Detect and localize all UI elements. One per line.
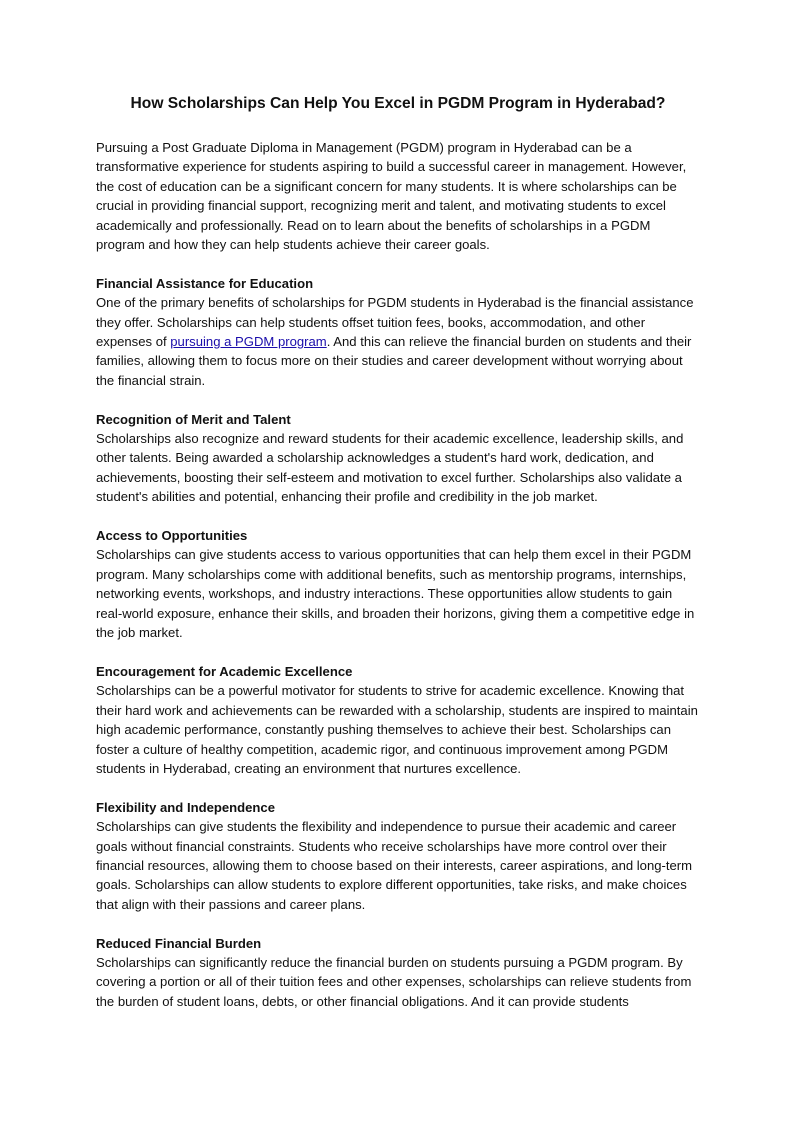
section-financial-assistance: [96, 274, 700, 390]
section-body: Scholarships can give students access to various opportunities that can help them excel in their PGDM program. Many scholarships come with additional benefits, such as mentorship programs, internships, networking events, workshops, and industry interactions. These opportunities allow students to gain real-world exposure, enhance their skills, and broaden their horizons, giving them a competitive edge in the job market.: [96, 547, 695, 641]
section-heading: Encouragement for Academic Excellence: [96, 663, 353, 679]
body-text-before-link: One of the primary benefits of scholarships for PGDM students in Hyderabad is the financial assistance they offer. Scholarships can help students offset tuition fees, books, accommodation, and other expenses of: [96, 295, 694, 350]
section-encouragement: [96, 662, 700, 778]
document-page: [96, 94, 700, 1031]
intro-paragraph: Pursuing a Post Graduate Diploma in Management (PGDM) program in Hyderabad can be a transformative experience for students aspiring to build a successful career in management. However, the cost of education can be a significant concern for many students. It is where scholarships can be crucial in providing financial support, recognizing merit and talent, and motivating students to excel academically and professionally. Read on to learn about the benefits of scholarships in a PGDM program and how they can help students achieve their career goals.: [96, 140, 687, 253]
section-flexibility: [96, 798, 700, 914]
section-reduced-burden: [96, 934, 700, 1012]
section-heading: Recognition of Merit and Talent: [96, 411, 291, 427]
section-merit: [96, 410, 700, 507]
section-body: Scholarships can significantly reduce the financial burden on students pursuing a PGDM program. By covering a portion or all of their tuition fees and other expenses, scholarships can relieve students from the burden of student loans, debts, or other financial obligations. And it can provide students: [96, 954, 692, 1009]
section-body: Scholarships also recognize and reward students for their academic excellence, leadership skills, and other talents. Being awarded a scholarship acknowledges a student's hard work, dedication, and achievements, boosting their self-esteem and motivation to excel further. Scholarships also validate a student's abilities and potential, enhancing their profile and credibility in the job market.: [96, 431, 684, 505]
page-title: How Scholarships Can Help You Excel in PGDM Program in Hyderabad?: [130, 95, 666, 112]
section-heading: Access to Opportunities: [96, 528, 248, 544]
section-heading: Flexibility and Independence: [96, 799, 275, 815]
section-body: Scholarships can be a powerful motivator for students to strive for academic excellence. Knowing that their hard work and achievements can be rewarded with a scholarship, students are inspired to maintain high academic performance, constantly pushing themselves to achieve their best. Scholarships can foster a culture of healthy competition, academic rigor, and continuous improvement among PGDM students in Hyderabad, creating an environment that nurtures excellence.: [96, 683, 698, 776]
section-heading: Reduced Financial Burden: [96, 935, 262, 951]
body-text-after-link: . And this can relieve the financial burden on students and their families, allowing them to focus more on their studies and career development without worrying about the financial strain.: [96, 334, 692, 388]
pgdm-program-link[interactable]: pursuing a PGDM program: [170, 334, 327, 350]
section-body: Scholarships can give students the flexibility and independence to pursue their academic and career goals without financial constraints. Students who receive scholarships have more control over their financial resources, allowing them to choose based on their interests, career aspirations, and long-term goals. Scholarships can allow students to explore different opportunities, take risks, and make choices that align with their passions and career plans.: [96, 819, 693, 912]
section-opportunities: [96, 526, 700, 642]
section-heading: Financial Assistance for Education: [96, 275, 314, 291]
section-body: [96, 293, 700, 390]
